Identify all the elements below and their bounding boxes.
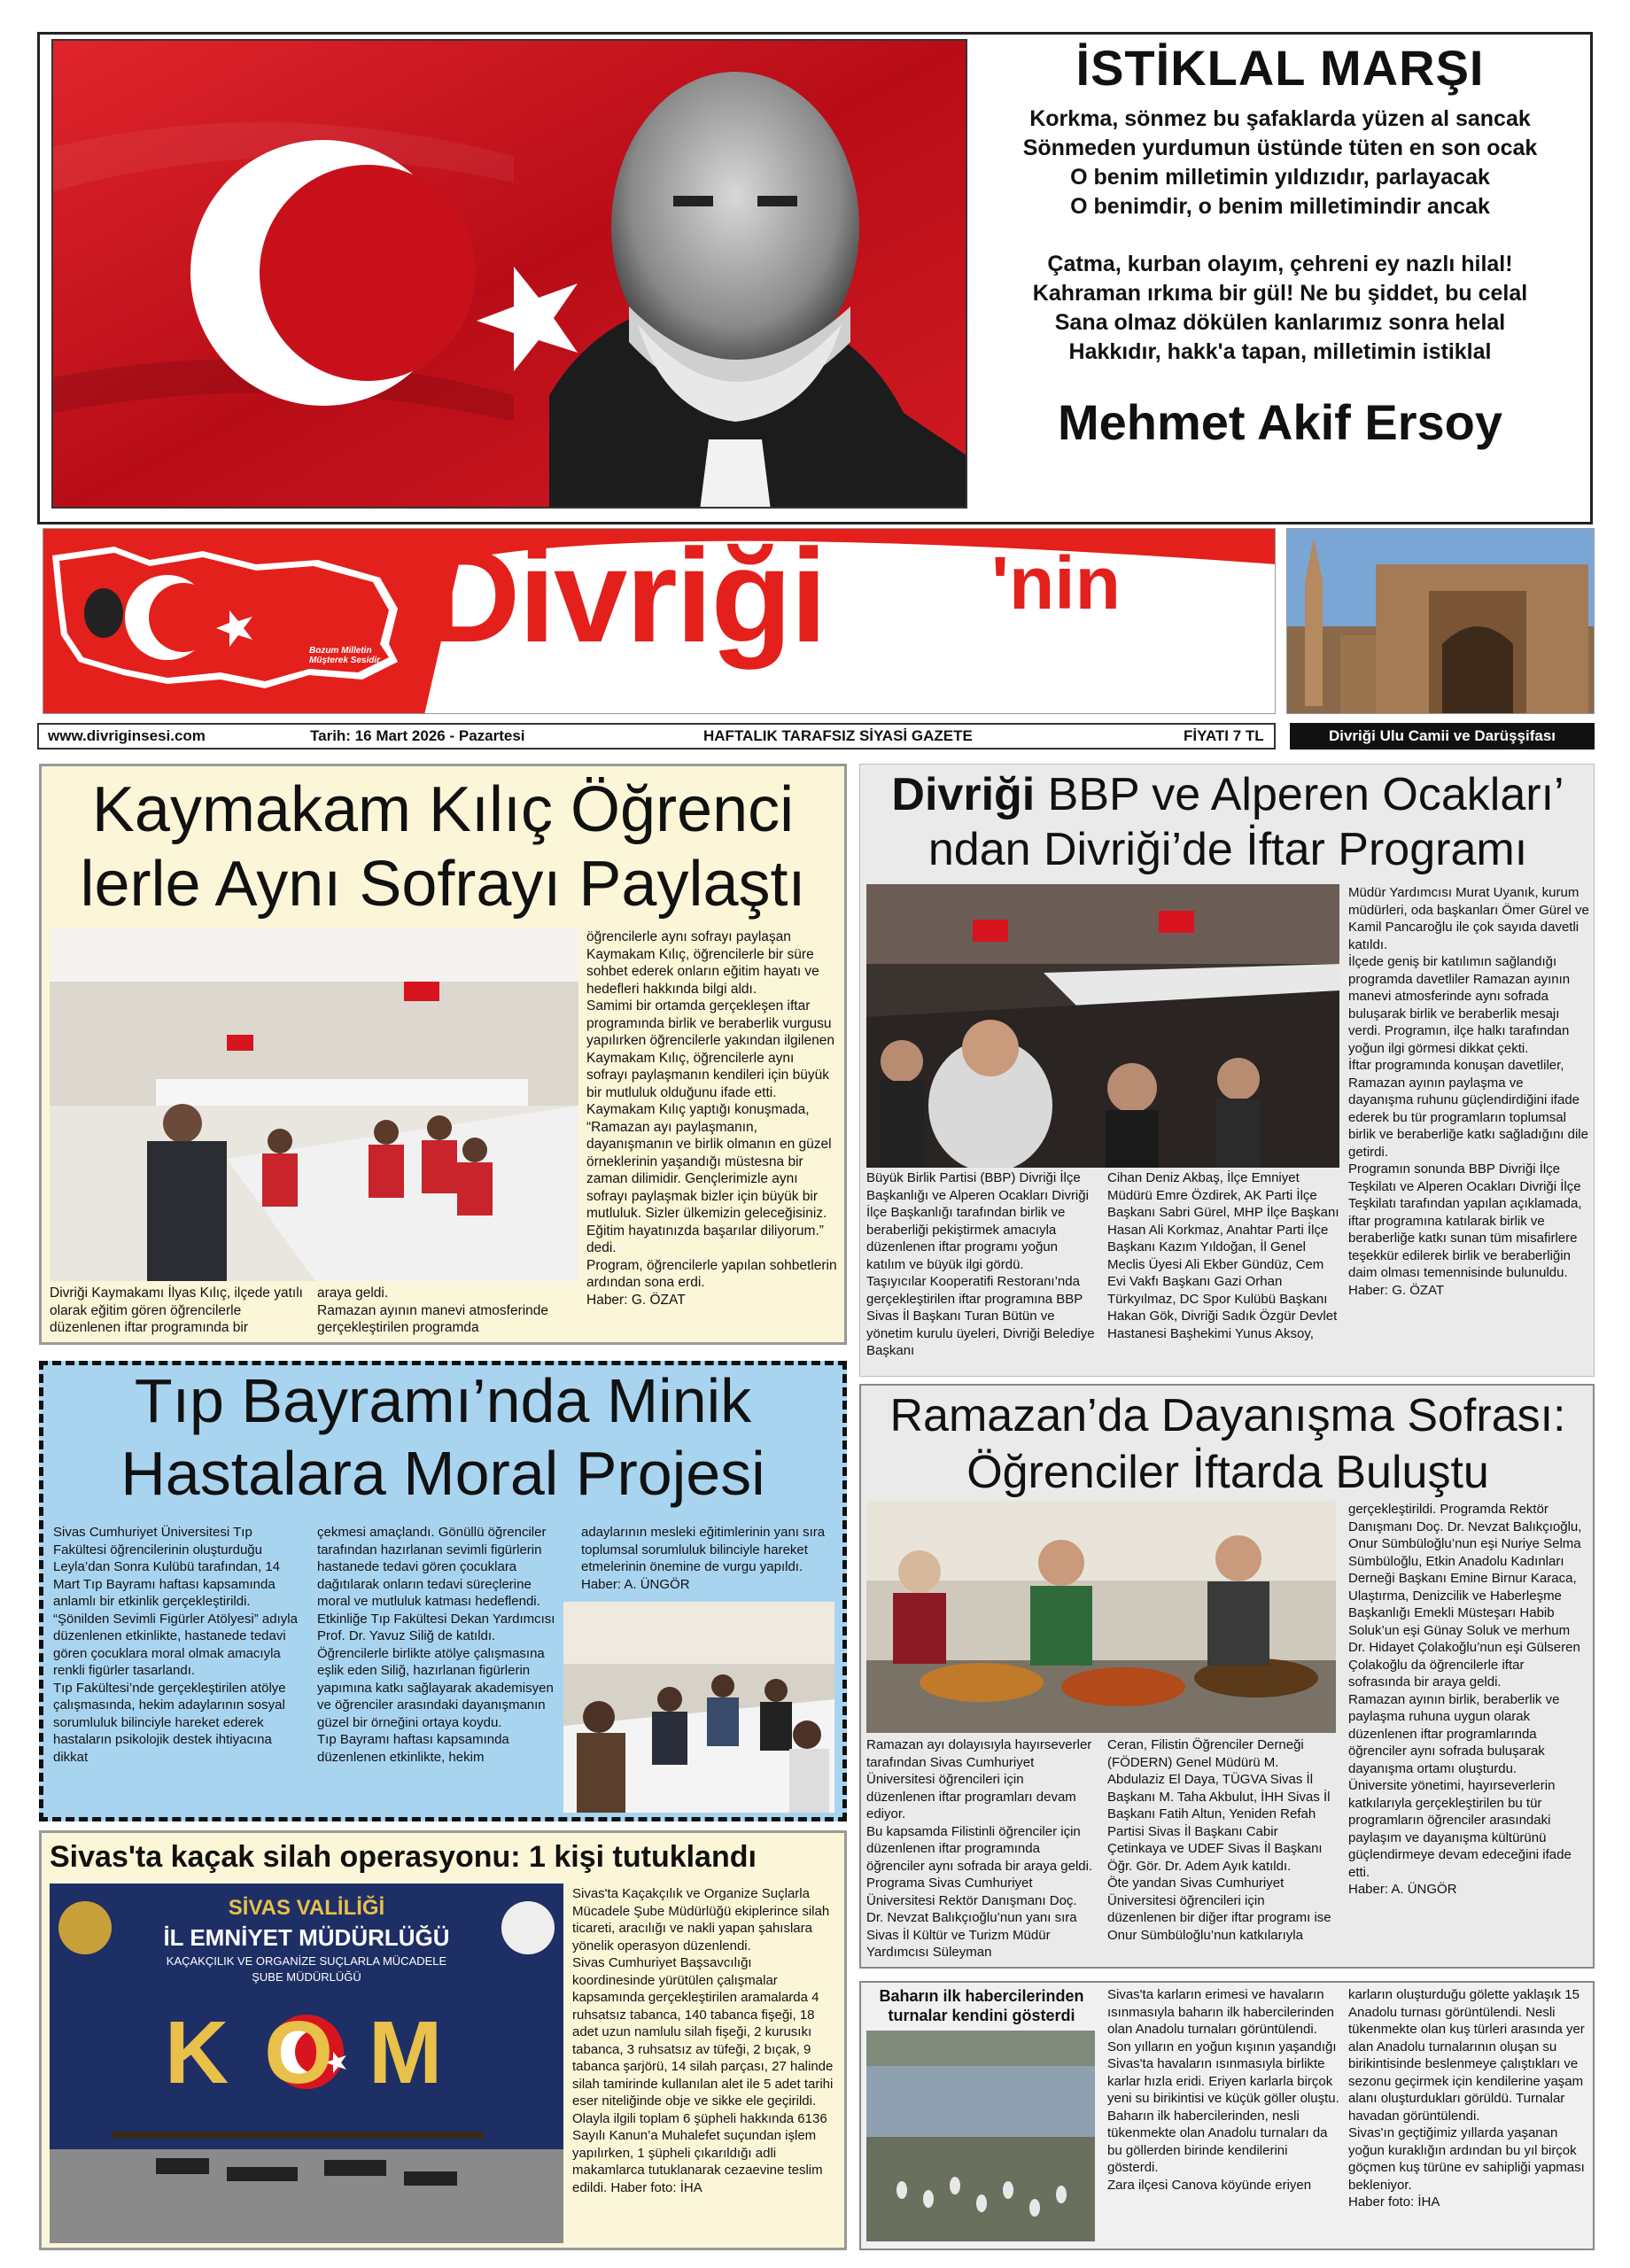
sign-kom: KOM [165,2003,478,2102]
article-turnalar-col-mid: Sivas'ta karların erimesi ve havaların ısınmasıyla baharın ilk habercilerinden olan Anadolu turnaları görüntülendi. Son yılların en yoğun kışının yaşandığı Sivas'ta havaların ısınmasıyla birlikte karlar hızla eridi. Eriyen karlarla birçok yeni su birikintisi ve küçük göller oluştu. Baharın ilk habercilerinden, nesli tükenmekte olan Anadolu turnaları da bu göllerden birinde kendilerini gösterdi. Zara ilçesi Canova köyünde eriyen [1107,1987,1339,2193]
mosque-caption: Divriği Ulu Camii ve Darüşşifası [1290,723,1595,750]
article-turnalar-title: Baharın ilk habercilerinden turnalar kendini gösterdi [879,1987,1084,2024]
sign-line-2: İL EMNİYET MÜDÜRLÜĞÜ [163,1924,450,1951]
article-dayanisma-title: Ramazan’da Dayanışma Sofrası: Öğrenciler İftarda Buluştu [889,1390,1566,1498]
sign-line-1: SİVAS VALİLİĞİ [228,1896,385,1920]
tagline: HAFTALIK TARAFSIZ SİYASİ GAZETE [703,727,973,744]
poem-line: O benimdir, o benim milletimindir ancak [1070,194,1490,219]
poem-line: Kahraman ırkıma bir gül! Ne bu şiddet, bu celal [1032,281,1528,306]
logo-nin: 'nin [991,541,1121,625]
poet-name: Mehmet Akif Ersoy [1057,394,1503,450]
poem-line: Sönmeden yurdumun üstünde tüten en son ocak [1022,136,1538,160]
poem-line: Hakkıdır, hakk'a tapan, milletimin istiklal [1068,339,1492,364]
article-tip-col1: Sivas Cumhuriyet Üniversitesi Tıp Fakültesi öğrencilerinin oluşturduğu Leyla’dan Sonra Kulübü tarafından, 14 Mart Tıp Bayramı haftası kapsamında anlamlı bir etkinlik gerçekleştirildi. “Şönilden Sevimli Figürler Atölyesi” adıyla düzenlenen etkinlikte, hastanede tedavi gören çocuklara moral olmak amacıyla renkli figürler tasarlandı. Tıp Fakültesi’nde gerçekleştirilen atölye çalışmasında, hekim adaylarının sosyal sorumluluk bilinciyle hareket ederek hastaların psikolojik destek ihtiyacına dikkat [53,1525,298,1765]
article-kaymakam-caption: Divriği Kaymakamı İlyas Kılıç, ilçede yatılı olarak eğitim gören öğrencilerle düzenlenen iftar programında bir [50,1285,303,1335]
article-silah-title: Sivas'ta kaçak silah operasyonu: 1 kişi tutuklandı [50,1840,757,1874]
article-bbp-photo [866,884,1339,1168]
article-silah-photo [50,1884,563,2243]
article-kaymakam-col3: öğrencilerle aynı sofrayı paylaşan Kaymakam Kılıç, öğrencilerle bir süre sohbet ederek onların eğitim hayatı ve hedefleri hakkında bilgi aldı. Samimi bir ortamda gerçekleşen iftar programında birlik ve beraberlik vurgusu yapılırken öğrencilerle yakından ilgilenen Kaymakam Kılıç, öğrencilerle aynı sofrayı paylaşmanın kendileri için büyük bir mutluluk olduğunu ifade etti. Kaymakam Kılıç yaptığı konuşmada, “Ramazan ayı paylaşmanın, dayanışmanın ve birlik olmanın en güzel örneklerinin yaşandığı müstesna bir zaman dilimidir. Gençlerimizle aynı sofrayı paylaşmak bizler için büyük bir mutluluk. Sizler ülkemizin geleceğisiniz. Eğitim hayatınızda başarılar diliyorum.” dedi. Program, öğrencilerle yapılan sohbetlerin ardından sona erdi. Haber: G. ÖZAT [586,929,837,1308]
article-dayanisma-col-left: Ramazan ayı dolayısıyla hayırseverler tarafından Sivas Cumhuriyet Üniversitesi öğrencileri için düzenlenen iftar programları devam ediyor. Bu kapsamda Filistinli öğrenciler için düzenlenen iftar programında öğrenciler aynı sofrada bir araya geldi. Programa Sivas Cumhuriyet Üniversitesi Rektör Danışmanı Doç. Dr. Nevzat Balıkçıoğlu’nun yanı sıra Sivas İl Kültür ve Turizm Müdür Yardımcısı Süleyman [866,1737,1093,1960]
poem-line: Sana olmaz dökülen kanlarımız sonra helal [1054,310,1506,335]
article-kaymakam-title: Kaymakam Kılıç Öğrenci lerle Aynı Sofrayı Paylaştı [80,774,806,920]
article-bbp-title [866,767,1589,877]
article-bbp-title-rest: BBP ve Alperen Ocakları’ ndan Divriği’de İftar Programı [928,769,1564,875]
slogan: Etkin, Güvenilir, Doğru Haber [539,672,835,696]
article-turnalar-col-right: karların oluşturduğu gölette yaklaşık 15 Anadolu turnası görüntülendi. Nesli tükenmekte olan kuş türleri arasında yer alan Anadolu turnalarının oluşan su birikintisinde beslenmeye çalıştıkları ve sezonu geçirmek için kendilerine yaşam alanı oluşturdukları görüldü. Turnalar havadan görüntülendi. Sivas'ın geçtiğimiz yıllarda yaşanan yoğun kuraklığın ardından bu yıl birçok göçmen kuş türüne ev sahipliği yapması bekleniyor. Haber foto: İHA [1348,1987,1585,2210]
logo-sesi: sesi [1036,610,1215,713]
article-dayanisma-col-mid: Ceran, Filistin Öğrenciler Derneği (FÖDERN) Genel Müdürü M. Abdulaziz El Daya, TÜGVA Sivas İl Başkanı M. Taha Akbulut, İHH Sivas İl Başkanı Fatih Altun, Yeniden Refah Partisi Sivas İl Başkanı Cabir Çetinkaya ve UDEF Sivas İl Başkanı Öğr. Gör. Dr. Adem Ayık katıldı. Öte yandan Sivas Cumhuriyet Üniversitesi öğrencileri için düzenlenen bir diğer iftar programı ise Onur Sümbüloğlu’nun katkılarıyla [1107,1737,1331,1943]
logo-divrigi: Divriği [424,528,826,670]
poem-line: Korkma, sönmez bu şafaklarda yüzen al sancak [1029,106,1531,131]
flag-portrait-image [53,41,967,509]
banner-photo [51,39,967,509]
map-caption: Bozum Milletin Müşterek Sesidir [309,646,381,665]
article-tip-col2: çekmesi amaçlandı. Gönüllü öğrenciler tarafından hazırlanan sevimli figürlerin hastanede tedavi gören çocuklara dağıtılarak onların tedavi süreçlerine moral ve mutluluk katması hedeflendi. Etkinliğe Tıp Fakültesi Dekan Yardımcısı Prof. Dr. Yavuz Siliğ de katıldı. Öğrencilerle birlikte atölye çalışmasına eşlik eden Siliğ, hazırlanan figürlerin yapımına katkı sağlayarak akademisyen ve öğrenciler arasındaki dayanışmanın güzel bir örneğini ortaya koydu. Tıp Bayramı haftası kapsamında düzenlenen etkinlikte, hekim [317,1525,555,1765]
article-turnalar-photo [866,2031,1095,2241]
poem-stanza-1 [974,105,1586,221]
article-dayanisma-photo [866,1501,1336,1733]
poem-line: Çatma, kurban olayım, çehreni ey nazlı hilal! [1047,252,1513,276]
police-emblem-icon [58,1901,112,1954]
poem-stanza-2 [974,250,1586,367]
police-badge-icon [501,1901,555,1954]
sign-line-4: ŞUBE MÜDÜRLÜĞÜ [252,1970,361,1984]
article-kaymakam-photo [50,928,578,1281]
article-bbp-col-left: Büyük Birlik Partisi (BBP) Divriği İlçe Başkanlığı ve Alperen Ocakları Divriği İlçe Başkanlığı tarafından birlik ve beraberliği pekiştirmek amacıyla düzenlenen iftar programı yoğun katılım ve büyük ilgi gördü. Taşıyıcılar Kooperatifi Restoranı’nda gerçekleştirilen iftar programına BBP Sivas İl Başkanı Turan Bütün ve yönetim kurulu üyeleri, Divriği Belediye Başkanı [866,1170,1095,1358]
mosque-photo [1286,528,1595,714]
poem-line: O benim milletimin yıldızıdır, parlayacak [1070,165,1490,190]
sign-line-3: KAÇAKÇILIK VE ORGANİZE SUÇLARLA MÜCADELE [166,1954,447,1968]
article-tip-title: Tıp Bayramı’nda Minik Hastalara Moral Projesi [120,1366,765,1508]
article-bbp-title-bold: Divriği [891,769,1036,820]
website-link[interactable]: www.divriginsesi.com [48,727,206,744]
article-tip-col3: adaylarının mesleki eğitimlerinin yanı sıra toplumsal sorumluluk bilinciyle hareket etmelerinin önemine de vurgu yapıldı. Haber: A. ÜNGÖR [581,1525,826,1592]
article-silah-text: Sivas'ta Kaçakçılık ve Organize Suçlarla Mücadele Şube Müdürlüğü ekiplerince silah ticareti, aracılığı ve nakli yapan şahıslara yönelik operasyon düzenlendi. Sivas Cumhuriyet Başsavcılığı koordinesinde yürütülen çalışmalar kapsamında gerçekleştirilen aramalarda 4 ruhsatsız tabanca, 140 tabanca fişeği, 18 adet uzun namlulu silah fişeği, 2 kurusıkı tabanca, 3 ruhsatsız av tüfeği, 2 bıçak, 9 tabanca şarjörü, 14 silah parçası, 27 halinde silah tamirinde kullanılan alet ile 5 adet tarihi eser niteliğinde obje ve sikke ele geçirildi. Olayla ilgili toplam 6 şüpheli hakkında 6136 Sayılı Kanun’a Muhalefet suçundan işlem yapılırken, 1 şüpheli çıkarıldığı adli makamlarca tutuklanarak cezaevine teslim edildi. Haber foto: İHA [572,1886,834,2195]
article-kaymakam-col2: araya geldi. Ramazan ayının manevi atmosferinde gerçekleştirilen programda [317,1285,549,1335]
article-bbp-col-mid: Cihan Deniz Akbaş, İlçe Emniyet Müdürü Emre Özdirek, AK Parti İlçe Başkanı Sabri Gürel, MHP İlçe Başkanı Hasan Ali Korkmaz, Anahtar Parti İlçe Başkanı Kazım Yıldoğan, İl Genel Meclis Üyesi Ali Ekber Gündüz, Cem Evi Vakfı Başkanı Gazi Orhan Türkyılmaz, DC Spor Kulübü Başkanı Hakan Gök, Divriği Sadık Özgür Devlet Hastanesi Başhekimi Yunus Aksoy, [1107,1170,1339,1341]
article-bbp-col-right: Müdür Yardımcısı Murat Uyanık, kurum müdürleri, oda başkanları Ömer Gürel ve Kamil Pancaroğlu ile çok sayıda davetli katıldı. İlçede geniş bir katılımın sağlandığı programda davetliler Ramazan ayının manevi atmosferinde aynı sofrada buluşarak birlik ve beraberlik mesajı verdi. Programın, ilçe halkı tarafından yoğun ilgi görmesi dikkat çekti. İftar programında konuşan davetliler, Ramazan ayının paylaşma ve dayanışma ruhunu güçlendirdiğini ifade ederek bu tür programların toplumsal birlik ve beraberliğe katkı sağladığını dile getirdi. Programın sonunda BBP Divriği İlçe Teşkilatı ve Alperen Ocakları Divriği İlçe Teşkilatı tarafından yapılan açıklamada, iftar programına katılarak birlik ve beraberliğe katkı sunan tüm misafirlere teşekkür edilerek birlik ve beraberliğin daim olması temennisinde bulunuldu. Haber: G. ÖZAT [1348,885,1589,1298]
ataturk-silhouette [84,588,123,638]
poem-title: İSTİKLAL MARŞI [1075,40,1485,96]
price: FİYATI 7 TL [1184,727,1264,744]
masthead-logo [43,528,1276,714]
article-dayanisma-col-right: gerçekleştirildi. Programda Rektör Danışmanı Doç. Dr. Nevzat Balıkçıoğlu, Onur Sümbüloğlu’nun eşi Nuriye Selma Sümbüloğlu, Etkin Anadolu Kadınları Derneği Başkanı Emine Birnur Karaca, Ulaştırma, Denizcilik ve Haberleşme Başkanlığı Emekli Müsteşarı Habib Soluk’un eşi Günay Soluk ve merhum Dr. Hidayet Çolakoğlu’nun eşi Gülseren Çolakoğlu da öğrencilerle iftar sofrasında bir araya geldi. Ramazan ayının birlik, beraberlik ve paylaşma ruhuna uygun olarak düzenlenen iftar programlarında öğrenciler aynı sofrada buluşarak dayanışma ortamı oluşturdu. Üniversite yönetimi, hayırseverlerin katkılarıyla gerçekleştirilen bu tür programların öğrenciler arasındaki paylaşım ve dayanışma kültürünü güçlendirmeye devam edeceğini ifade etti. Haber: A. ÜNGÖR [1348,1502,1582,1897]
issue-date: Tarih: 16 Mart 2026 - Pazartesi [310,727,525,744]
info-bar [37,723,1276,750]
article-tip-photo [563,1602,834,1813]
